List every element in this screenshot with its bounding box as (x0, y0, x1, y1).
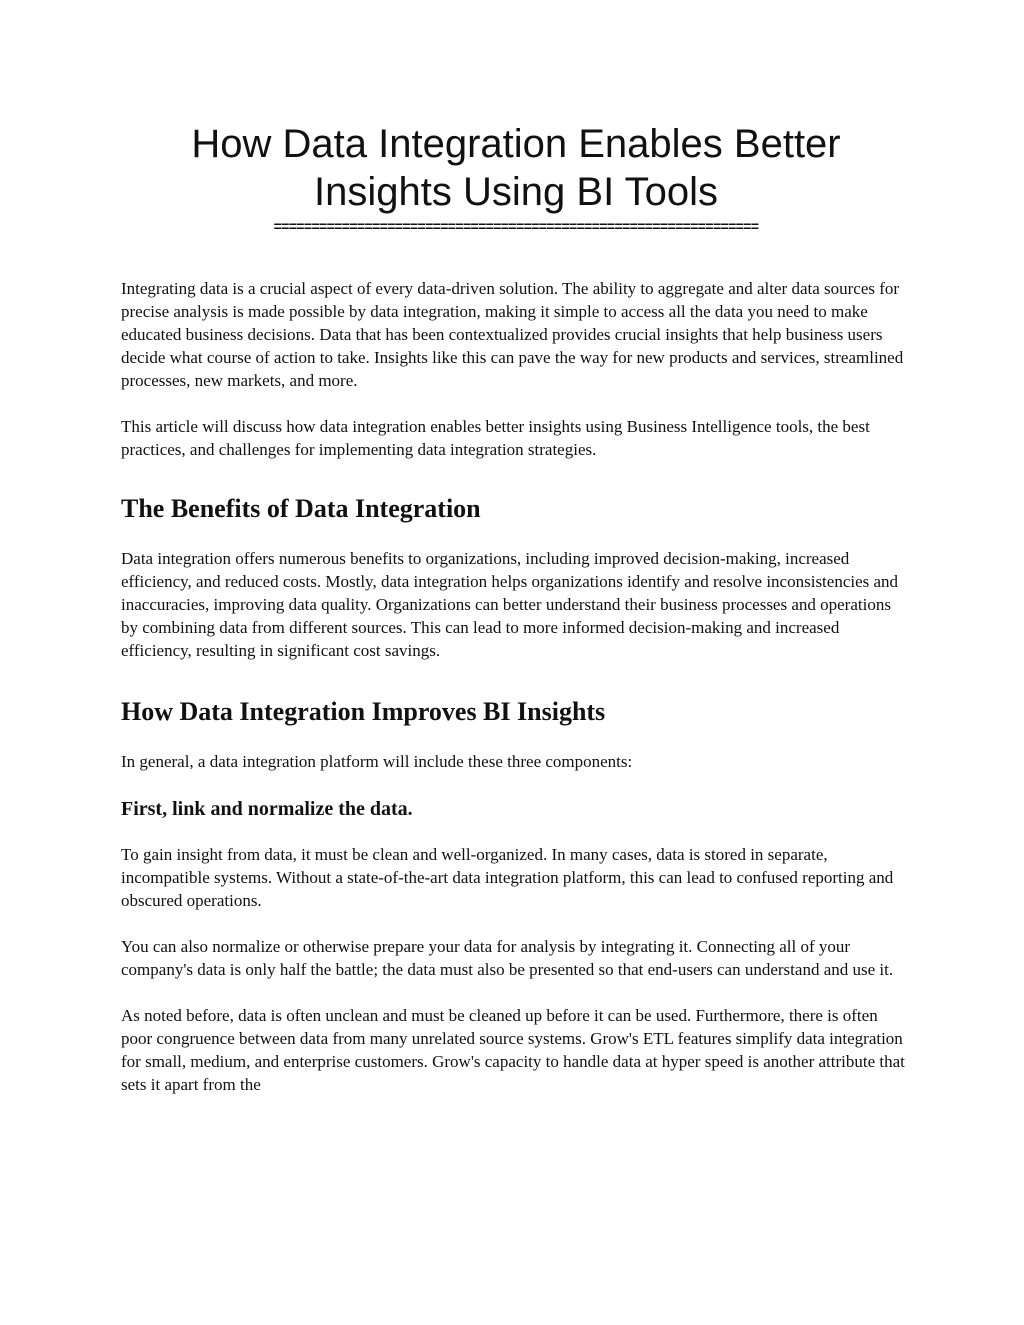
section-heading-bi-insights: How Data Integration Improves BI Insights (121, 697, 606, 726)
link-normalize-paragraph-2: You can also normalize or otherwise prepare your data for analysis by integrating it. Connecting all of your company's data is only half the battle; the data must also be presented so that end-users can understand and use it. (121, 937, 894, 979)
link-normalize-paragraph-3: As noted before, data is often unclean and must be cleaned up before it can be used. Furthermore, there is often poor congruence between data from many unrelated source systems. Grow's ETL features simplify data integration for small, medium, and enterprise customers. Grow's capacity to handle data at hyper speed is another attribute that sets it apart from the (121, 1006, 905, 1094)
link-normalize-paragraph-1: To gain insight from data, it must be clean and well-organized. In many cases, data is stored in separate, incompatible systems. Without a state-of-the-art data integration platform, this can lead to confused reporting and obscured operations. (121, 845, 894, 910)
intro-paragraph-2: This article will discuss how data integration enables better insights using Business Intelligence tools, the best practices, and challenges for implementing data integration strategies. (121, 417, 870, 459)
document-title: How Data Integration Enables Better Insights Using BI Tools (191, 122, 841, 214)
section-heading-benefits: The Benefits of Data Integration (121, 494, 481, 523)
benefits-paragraph: Data integration offers numerous benefits to organizations, including improved decision-making, increased efficiency, and reduced costs. Mostly, data integration helps organizations identify and resolve inconsistencies and inaccuracies, improving data quality. Organizations can better understand their business processes and operations by combining data from different sources. This can lead to more informed decision-making and increased efficiency, resulting in significant cost savings. (121, 549, 899, 660)
subheading-link-normalize: First, link and normalize the data. (121, 798, 413, 820)
bi-insights-intro-paragraph: In general, a data integration platform will include these three components: (121, 752, 633, 771)
document-page (121, 120, 911, 1096)
intro-paragraph-1: Integrating data is a crucial aspect of every data-driven solution. The ability to aggregate and alter data sources for precise analysis is made possible by data integration, making it simple to access all the data you need to make educated business decisions. Data that has been contextualized provides crucial insights that help business users decide what course of action to take. Insights like this can pave the way for new products and services, streamlined processes, new markets, and more. (121, 279, 904, 390)
title-underline-rule: ================================================================ (273, 218, 759, 234)
